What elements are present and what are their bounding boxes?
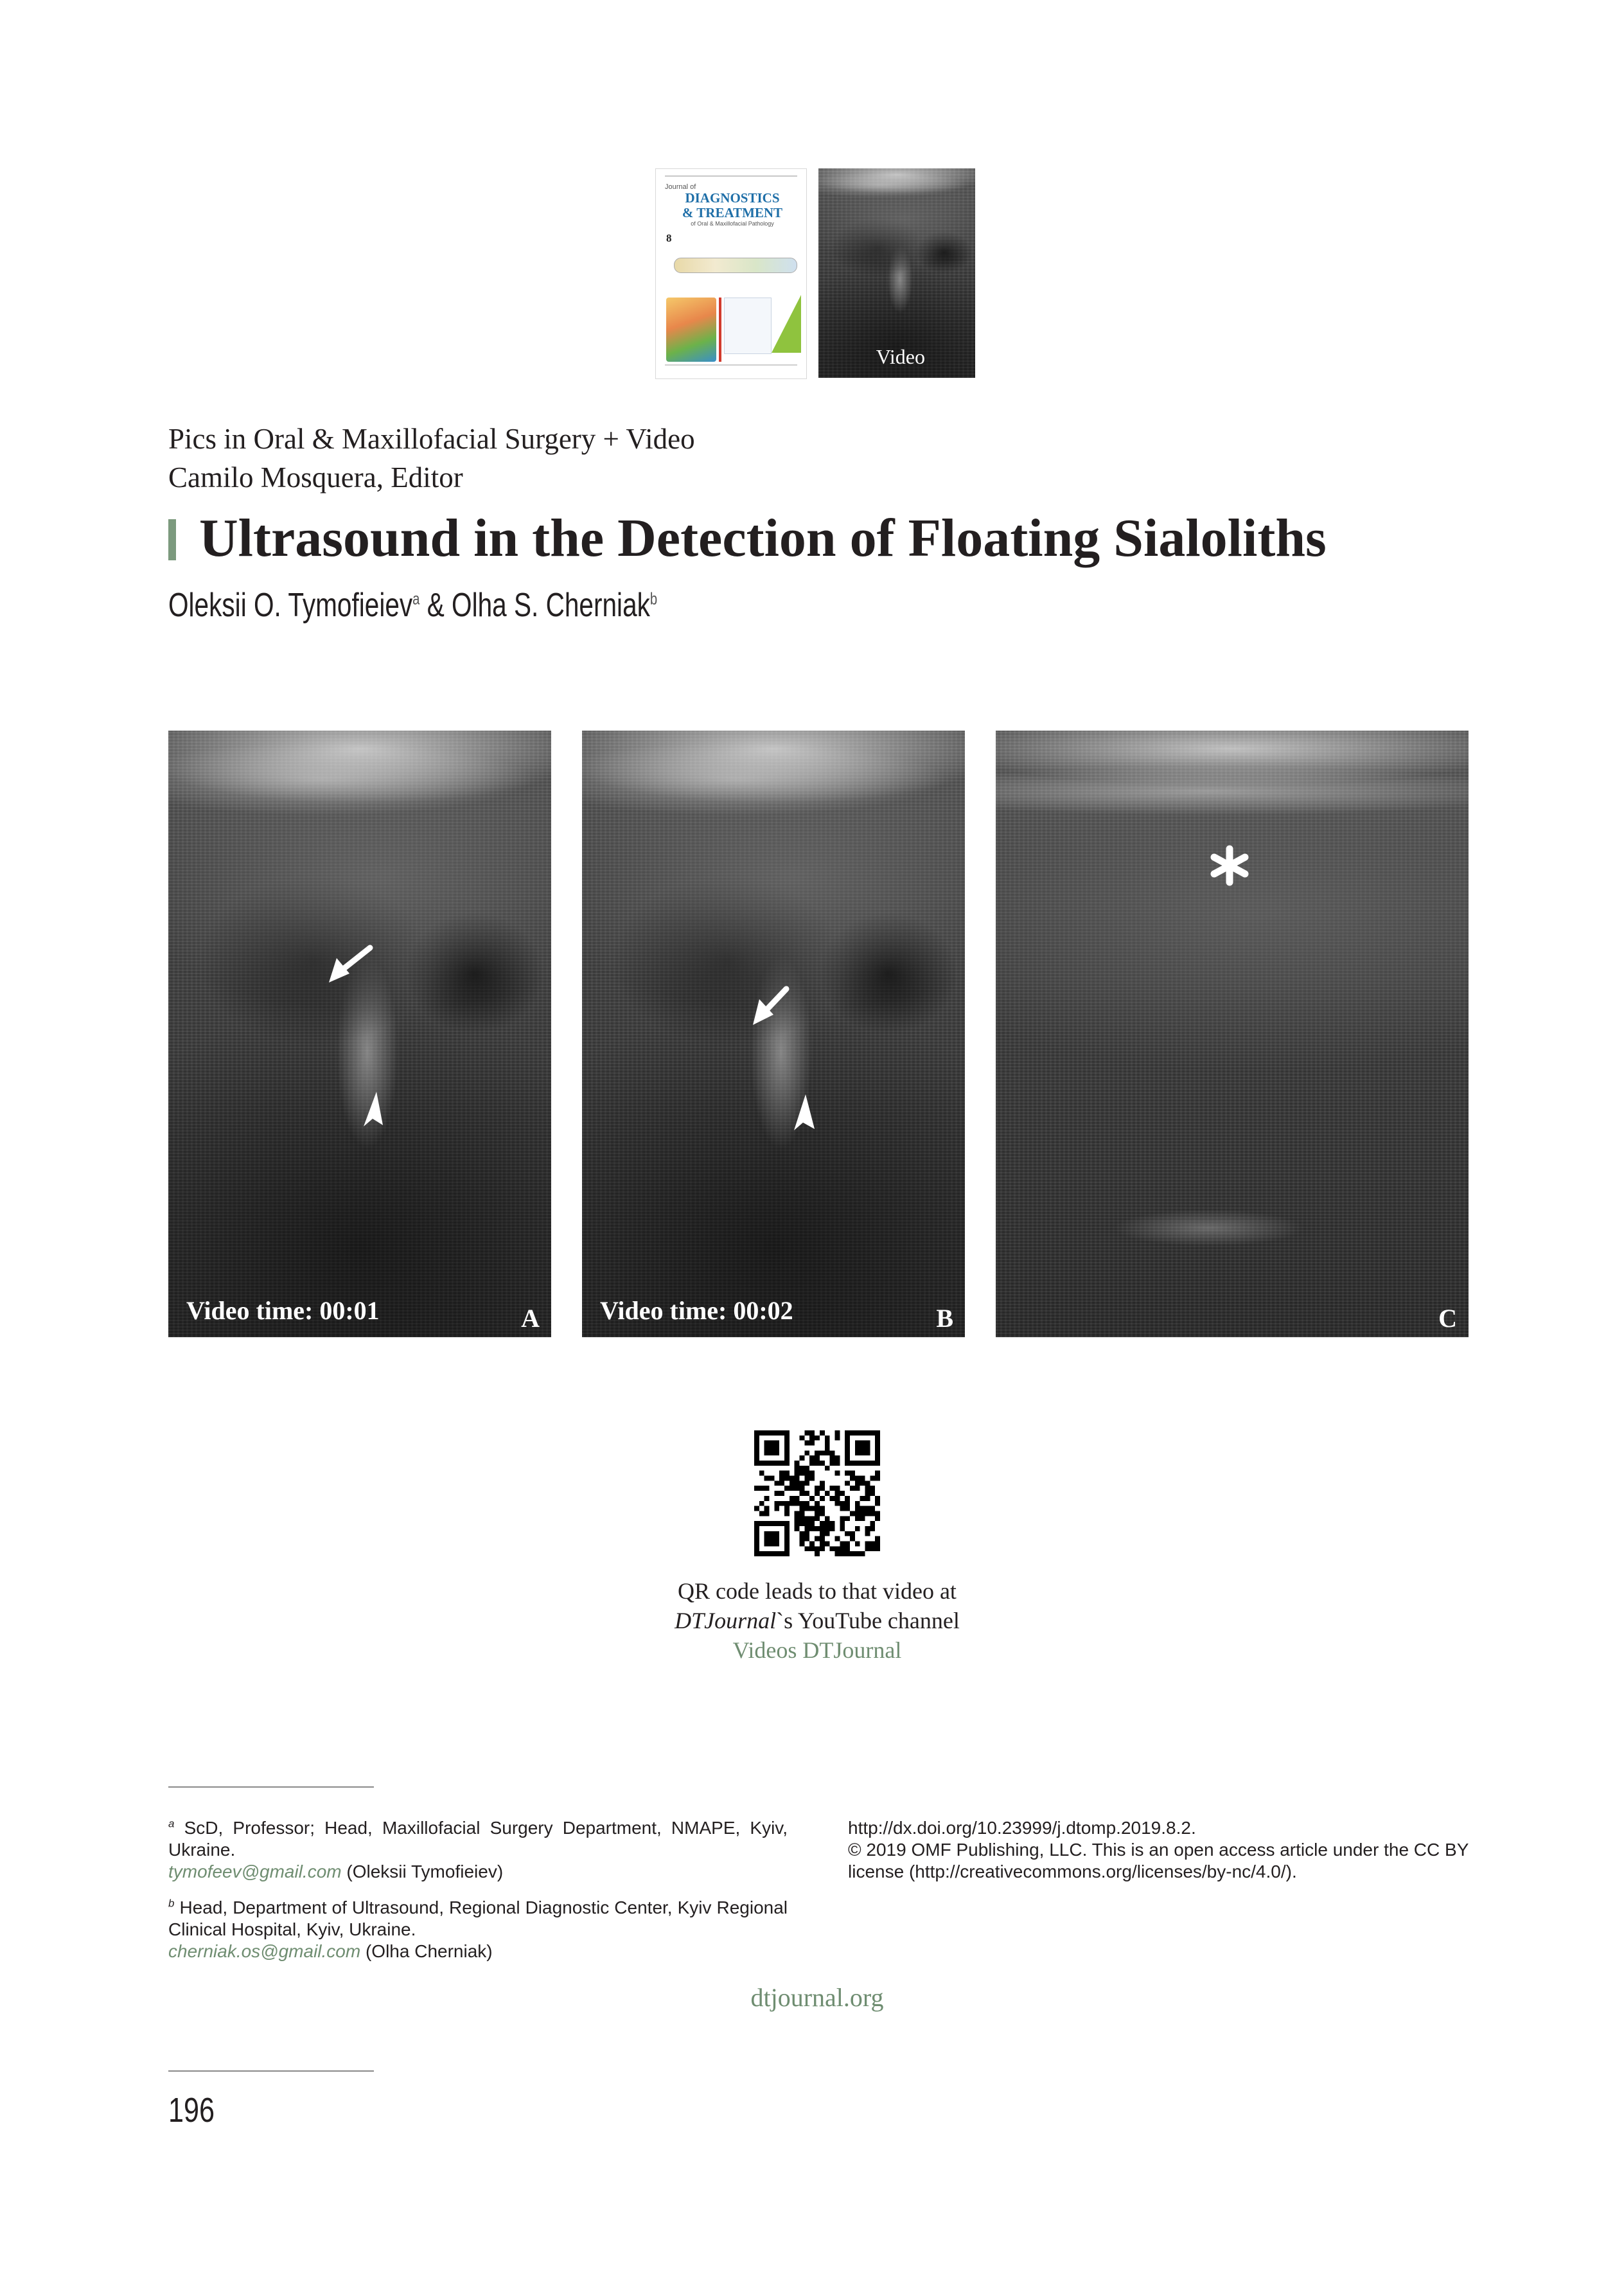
asterisk-icon xyxy=(1214,849,1245,882)
footnote-b-mark: b xyxy=(168,1897,175,1910)
qr-code[interactable] xyxy=(754,1430,880,1556)
footnote-b-owner: (Olha Cherniak) xyxy=(365,1941,493,1961)
qr-caption-channel: `s YouTube channel xyxy=(776,1608,960,1633)
author-separator: & xyxy=(419,587,452,624)
footnote-b-text: Head, Department of Ultrasound, Regional Diagnostic Center, Kyiv Regional Clinical Hospital, Kyiv, Ukraine. xyxy=(168,1898,788,1939)
figure-panel-a xyxy=(168,731,551,1337)
video-time-label: Video time: 00:01 xyxy=(186,1296,380,1325)
qr-caption-line1: QR code leads to that video at xyxy=(678,1578,957,1604)
cover-title-line1: DIAGNOSTICS xyxy=(685,190,780,206)
footnote-b-email[interactable]: cherniak.os@gmail.com xyxy=(168,1941,361,1961)
footnote-b xyxy=(168,1897,788,1962)
footnote-a-owner: (Oleksii Tymofieiev) xyxy=(346,1862,504,1881)
doi-link[interactable]: http://dx.doi.org/10.23999/j.dtomp.2019.8.2. xyxy=(848,1818,1196,1838)
panel-b-markers xyxy=(582,731,965,1337)
cover-bone-graphic xyxy=(674,258,797,273)
arrowhead-icon xyxy=(364,1092,383,1126)
panel-a-markers xyxy=(168,731,551,1337)
author-2-name: Olha S. Cherniak xyxy=(452,587,650,624)
footnote-a xyxy=(168,1817,788,1883)
author-line xyxy=(168,585,657,626)
doi-license-block xyxy=(848,1817,1478,1883)
author-1-affiliation-mark: a xyxy=(412,589,420,609)
footnote-a-email[interactable]: tymofeev@gmail.com xyxy=(168,1862,342,1881)
page-number-rule xyxy=(168,2070,374,2072)
footnote-a-mark: a xyxy=(168,1817,175,1830)
figure-panel-b xyxy=(582,731,965,1337)
journal-cover-thumbnail xyxy=(655,168,807,379)
section-heading: Pics in Oral & Maxillofacial Surgery + Video xyxy=(168,423,695,455)
license-text: © 2019 OMF Publishing, LLC. This is an open access article under the CC BY license (http://creativecommons.org/licenses/by-nc/4.0/). xyxy=(848,1840,1469,1881)
cover-title xyxy=(665,191,800,220)
article-title: Ultrasound in the Detection of Floating Sialoliths xyxy=(199,508,1327,568)
video-thumbnail[interactable] xyxy=(818,168,975,378)
cover-journal-small: Journal of xyxy=(665,183,696,191)
arrowhead-icon xyxy=(794,1094,815,1130)
author-2-affiliation-mark: b xyxy=(649,589,658,609)
video-thumbnail-label: Video xyxy=(876,345,925,368)
page-number: 196 xyxy=(168,2091,215,2129)
videos-link[interactable]: Videos DTJournal xyxy=(732,1637,902,1663)
cover-map-graphic xyxy=(666,298,716,362)
cover-title-line2: & TREATMENT xyxy=(682,205,783,220)
panel-label: C xyxy=(1438,1304,1457,1333)
panel-label: B xyxy=(936,1304,953,1333)
cover-subtitle: of Oral & Maxillofacial Pathology xyxy=(691,220,774,227)
panel-label: A xyxy=(521,1304,540,1333)
qr-caption-journal: DTJournal xyxy=(675,1608,777,1633)
cover-accent-bar xyxy=(719,298,721,362)
cover-bottom-rule xyxy=(665,364,797,366)
cover-event-card xyxy=(724,298,772,354)
editor-line: Camilo Mosquera, Editor xyxy=(168,461,463,493)
arrow-icon xyxy=(329,948,370,982)
qr-caption xyxy=(578,1576,1056,1665)
site-url[interactable]: dtjournal.org xyxy=(750,1983,884,2012)
footnote-a-text: ScD, Professor; Head, Maxillofacial Surgery Department, NMAPE, Kyiv, Ukraine. xyxy=(168,1818,788,1860)
affiliation-footnotes xyxy=(168,1817,788,1977)
cover-issue-number: 8 xyxy=(666,232,672,244)
footnote-rule xyxy=(168,1786,374,1788)
video-time-label: Video time: 00:02 xyxy=(600,1296,793,1325)
panel-c-markers xyxy=(996,731,1469,1337)
author-1-name: Oleksii O. Tymofieiev xyxy=(168,587,413,624)
cover-top-rule xyxy=(665,175,797,177)
qr-caption-line2 xyxy=(578,1606,1056,1635)
arrow-icon xyxy=(753,989,786,1025)
title-accent-bar xyxy=(168,519,176,560)
figure-panel-c xyxy=(996,731,1469,1337)
cover-corner-graphic xyxy=(772,295,801,353)
